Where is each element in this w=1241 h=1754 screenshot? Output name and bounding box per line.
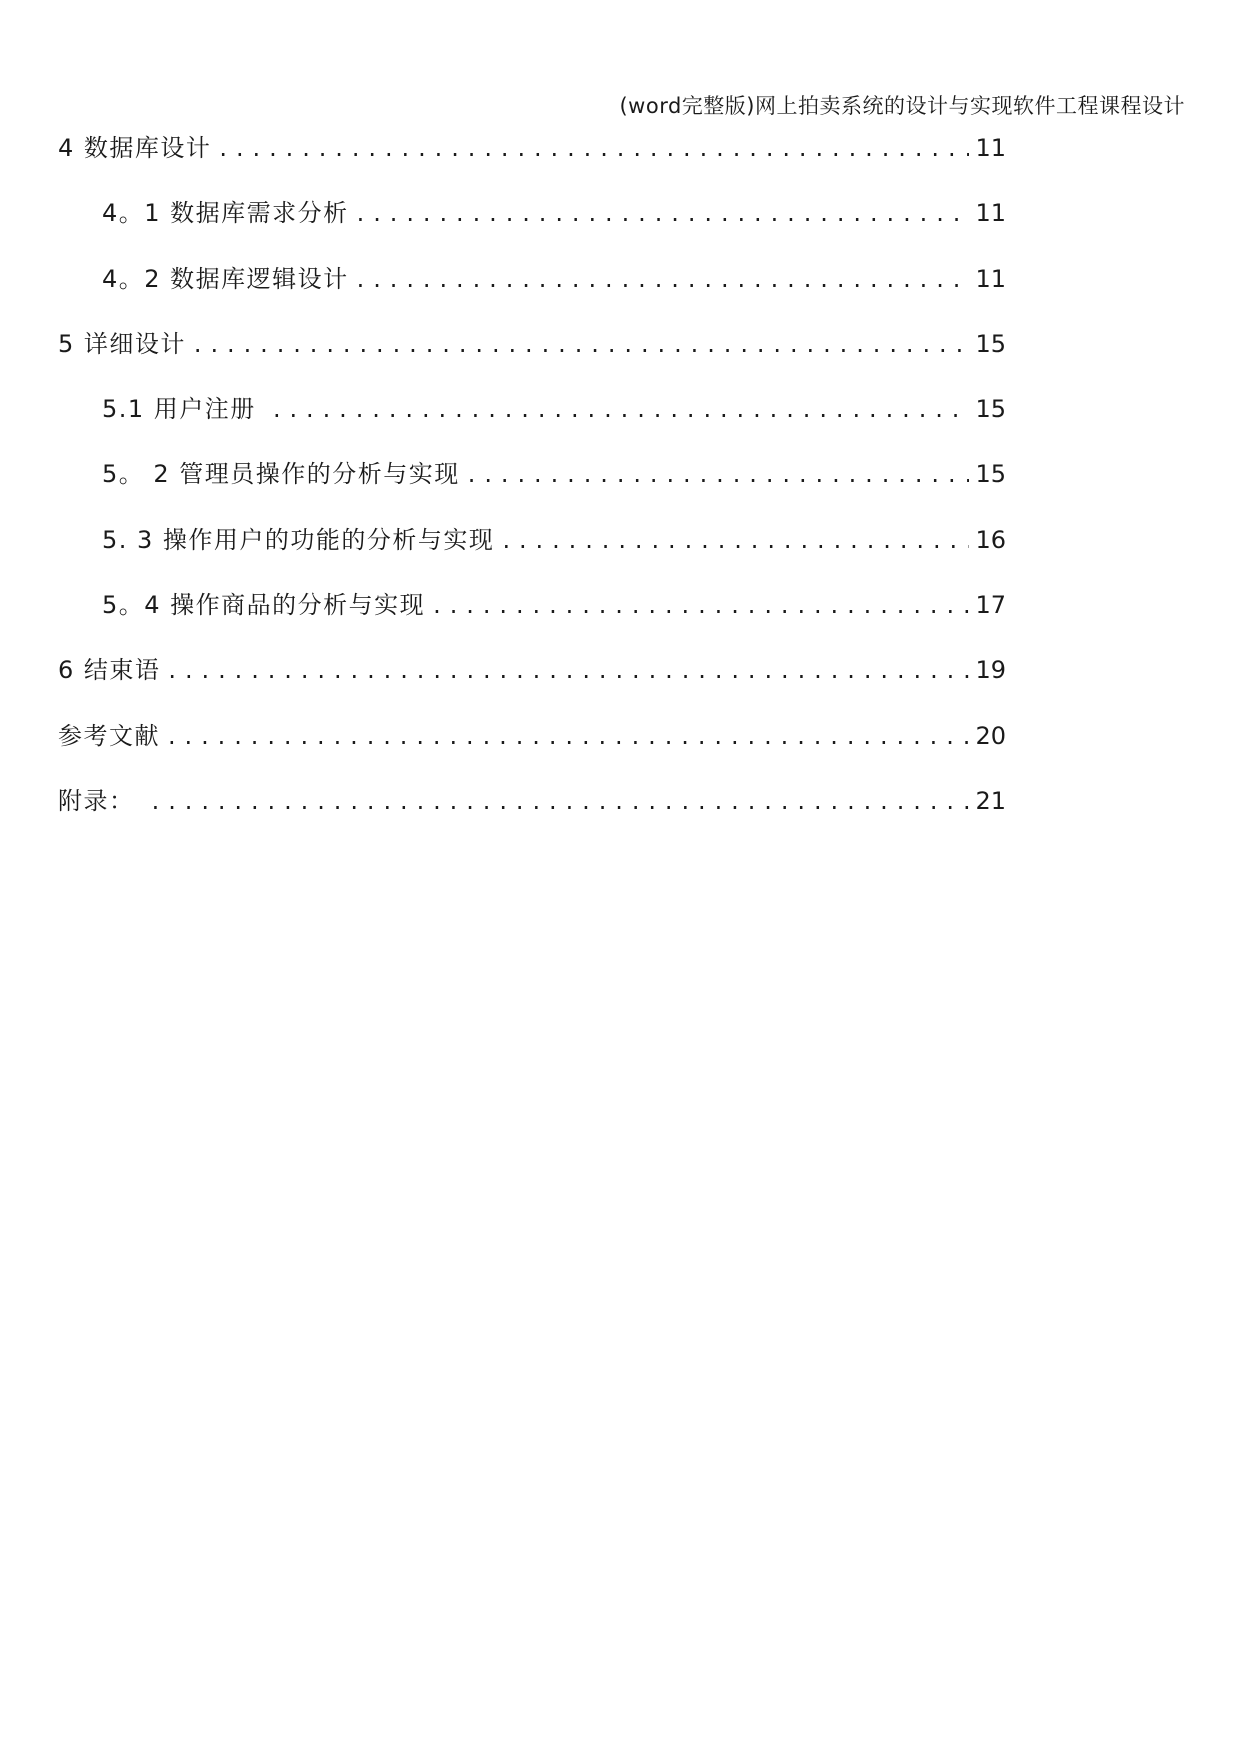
toc-entry[interactable] <box>58 389 1006 454</box>
toc-entry-title: 5. 3 操作用户的功能的分析与实现 <box>102 525 495 554</box>
toc-entry[interactable] <box>58 259 1006 324</box>
toc-entry[interactable] <box>58 650 1006 715</box>
toc-entry-page: 20 <box>975 721 1006 750</box>
toc-dot-leader <box>219 134 969 162</box>
toc-entry-page: 21 <box>975 786 1006 815</box>
toc-entry[interactable] <box>58 454 1006 519</box>
toc-entry-page: 19 <box>975 656 1006 685</box>
toc-dot-leader <box>502 526 969 554</box>
toc-dot-leader <box>433 591 969 619</box>
toc-entry[interactable] <box>58 781 1006 846</box>
toc-dot-leader <box>468 460 970 488</box>
toc-dot-leader <box>273 395 970 423</box>
toc-entry-title: 6 结束语 <box>58 656 161 685</box>
toc-entry-title: 5.1 用户注册 <box>102 395 265 424</box>
toc-dot-leader <box>357 199 970 227</box>
toc-entry-page: 15 <box>975 460 1006 489</box>
running-header: (word完整版)网上拍卖系统的设计与实现软件工程课程设计 <box>619 94 1185 118</box>
toc-entry-title: 5。4 操作商品的分析与实现 <box>102 591 426 620</box>
toc-entry-title: 附录： <box>58 786 144 815</box>
toc-entry-title: 4。1 数据库需求分析 <box>102 199 349 228</box>
toc-entry-page: 15 <box>975 395 1006 424</box>
toc-dot-leader <box>357 265 970 293</box>
toc-entry-page: 15 <box>975 329 1006 358</box>
toc-entry[interactable] <box>58 585 1006 650</box>
toc-entry-page: 11 <box>975 199 1006 228</box>
toc-entry-title: 参考文献 <box>58 721 160 750</box>
toc-entry[interactable] <box>58 520 1006 585</box>
toc-entry[interactable] <box>58 128 1006 193</box>
toc-entry-page: 11 <box>975 134 1006 162</box>
toc-entry-title: 4。2 数据库逻辑设计 <box>102 264 349 293</box>
toc-entry-title: 4 数据库设计 <box>58 134 212 162</box>
toc-entry-title: 5 详细设计 <box>58 329 186 358</box>
toc-dot-leader <box>168 722 969 750</box>
toc-entry-title: 5。 2 管理员操作的分析与实现 <box>102 460 460 489</box>
toc-entry-page: 11 <box>975 264 1006 293</box>
toc-entry[interactable] <box>58 324 1006 389</box>
toc-dot-leader <box>194 330 970 358</box>
toc-entry-page: 16 <box>975 525 1006 554</box>
table-of-contents <box>58 128 1006 846</box>
toc-entry[interactable] <box>58 716 1006 781</box>
toc-entry[interactable] <box>58 193 1006 258</box>
toc-dot-leader <box>168 656 969 684</box>
toc-dot-leader <box>152 787 970 815</box>
toc-entry-page: 17 <box>975 591 1006 620</box>
